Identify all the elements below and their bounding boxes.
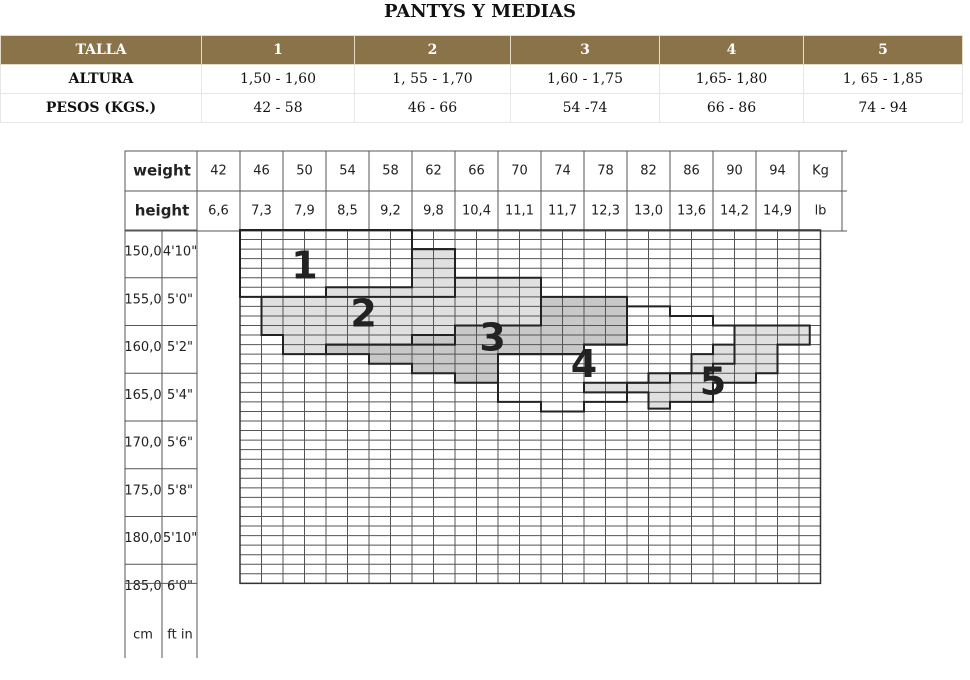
height-ftin-tick: 5'4" — [166, 387, 194, 403]
weight-lb-tick: 12,3 — [591, 203, 620, 219]
size-header: 4 — [660, 36, 804, 65]
height-cm-tick: 180,0 — [124, 531, 162, 546]
height-label: height — [134, 201, 190, 220]
weight-label: weight — [133, 161, 191, 180]
height-cm-tick: 170,0 — [124, 435, 162, 451]
table-cell: 74 - 94 — [804, 94, 963, 123]
weight-lb-tick: 10,4 — [462, 203, 491, 219]
unit-lb-label: lb — [814, 203, 827, 219]
size-chart — [122, 148, 847, 660]
weight-kg-tick: 86 — [683, 163, 700, 179]
height-ftin-tick: 5'6" — [166, 435, 194, 451]
table-cell: 1, 55 - 1,70 — [355, 65, 511, 94]
unit-kg-label: Kg — [812, 163, 829, 179]
table-cell: 66 - 86 — [660, 94, 804, 123]
cm-unit-label: cm — [133, 627, 153, 643]
weight-lb-tick: 9,8 — [423, 203, 444, 219]
height-cm-tick: 150,0 — [124, 244, 162, 260]
height-ftin-tick: 5'8" — [166, 483, 194, 499]
height-ftin-tick: 6'0" — [166, 578, 194, 594]
height-ftin-tick: 5'0" — [166, 292, 194, 308]
table-cell: 1,60 - 1,75 — [511, 65, 660, 94]
weight-lb-tick: 7,9 — [294, 203, 315, 219]
weight-kg-tick: 82 — [640, 163, 657, 179]
weight-lb-tick: 13,6 — [677, 203, 706, 219]
weight-lb-tick: 13,0 — [634, 203, 663, 219]
weight-kg-tick: 54 — [339, 163, 356, 179]
size-header: 3 — [511, 36, 660, 65]
weight-lb-tick: 9,2 — [380, 203, 401, 219]
table-cell: 1,65- 1,80 — [660, 65, 804, 94]
table-cell: 1, 65 - 1,85 — [804, 65, 963, 94]
size-header: 1 — [202, 36, 355, 65]
weight-kg-tick: 74 — [554, 163, 571, 179]
table-cell: 46 - 66 — [355, 94, 511, 123]
size-region-label: 3 — [479, 315, 506, 360]
weight-kg-tick: 90 — [726, 163, 743, 179]
table-row — [1, 94, 963, 123]
weight-kg-tick: 94 — [769, 163, 786, 179]
talla-header: TALLA — [1, 36, 202, 65]
height-cm-tick: 155,0 — [124, 292, 162, 308]
row-label-altura: ALTURA — [1, 65, 202, 94]
table-row — [1, 65, 963, 94]
size-header: 2 — [355, 36, 511, 65]
weight-kg-tick: 42 — [210, 163, 227, 179]
height-cm-tick: 160,0 — [124, 340, 162, 355]
size-header: 5 — [804, 36, 963, 65]
weight-kg-tick: 70 — [511, 163, 528, 179]
weight-kg-tick: 58 — [382, 163, 399, 179]
weight-kg-tick: 46 — [253, 163, 270, 179]
weight-lb-tick: 11,1 — [505, 203, 534, 219]
table-cell: 1,50 - 1,60 — [202, 65, 355, 94]
height-cm-tick: 175,0 — [124, 483, 162, 499]
ftin-unit-label: ft in — [167, 627, 193, 643]
weight-kg-tick: 50 — [296, 163, 313, 179]
height-ftin-tick: 4'10" — [162, 244, 198, 260]
weight-kg-tick: 62 — [425, 163, 442, 179]
weight-lb-tick: 14,2 — [720, 203, 749, 219]
weight-lb-tick: 6,6 — [208, 203, 229, 219]
weight-lb-tick: 7,3 — [251, 203, 272, 219]
size-region-label: 2 — [350, 291, 377, 336]
height-ftin-tick: 5'10" — [162, 531, 198, 546]
weight-kg-tick: 66 — [468, 163, 485, 179]
height-cm-tick: 185,0 — [124, 578, 162, 594]
page-title: PANTYS Y MEDIAS — [384, 1, 576, 22]
size-table — [0, 35, 963, 123]
weight-lb-tick: 14,9 — [763, 203, 792, 219]
table-cell: 54 -74 — [511, 94, 660, 123]
row-label-pesos: PESOS (KGS.) — [1, 94, 202, 123]
height-ftin-tick: 5'2" — [166, 340, 194, 355]
size-region-label: 5 — [699, 359, 727, 404]
size-table-header-row — [1, 36, 963, 65]
size-region-label: 4 — [570, 342, 598, 387]
table-cell: 42 - 58 — [202, 94, 355, 123]
weight-lb-tick: 11,7 — [548, 203, 577, 219]
height-cm-tick: 165,0 — [124, 387, 162, 403]
weight-lb-tick: 8,5 — [337, 203, 358, 219]
weight-kg-tick: 78 — [597, 163, 614, 179]
size-region-label: 1 — [291, 243, 318, 288]
